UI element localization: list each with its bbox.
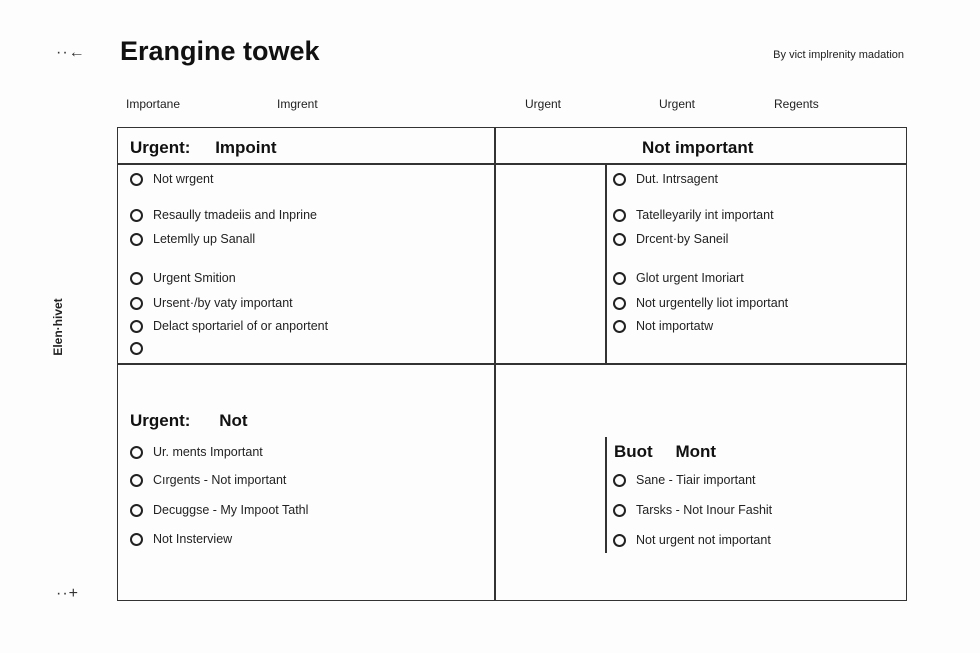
quadrant-heading-urgent-important <box>130 138 277 158</box>
radio-circle-icon[interactable] <box>130 209 143 222</box>
list-item-label: Ur. ments Important <box>153 445 263 459</box>
inner-divider-bottom <box>605 437 607 553</box>
heading-buot-label: Buot <box>614 442 653 461</box>
list-item[interactable] <box>613 271 744 285</box>
radio-circle-icon[interactable] <box>130 173 143 186</box>
list-item-empty[interactable] <box>130 342 153 355</box>
column-label-regents: Regents <box>774 97 819 111</box>
radio-circle-icon[interactable] <box>130 504 143 517</box>
list-item-label: Cırgents - Not important <box>153 473 287 487</box>
list-item[interactable] <box>613 208 774 222</box>
radio-circle-icon[interactable] <box>130 233 143 246</box>
radio-circle-icon[interactable] <box>130 474 143 487</box>
list-item-label: Not urgentelly liot important <box>636 296 789 310</box>
heading-mont-label: Mont <box>675 442 717 461</box>
list-item[interactable] <box>130 319 328 333</box>
back-arrow-icon[interactable]: ··← <box>56 44 86 61</box>
list-item-label: Not Insterview <box>153 532 233 546</box>
side-axis-label: Elen·hivet <box>51 298 65 356</box>
list-item-label: Glot urgent Imoriart <box>636 271 744 285</box>
list-item[interactable] <box>613 296 788 310</box>
quadrant-heading-buot-mont <box>614 442 716 462</box>
column-label-urgent-2: Urgent <box>659 97 696 111</box>
list-item-label: Decuggse - My Impoot Tathl <box>153 503 309 517</box>
add-icon[interactable]: ··+ <box>56 585 79 602</box>
radio-circle-icon[interactable] <box>613 233 626 246</box>
radio-circle-icon[interactable] <box>130 320 143 333</box>
radio-circle-icon[interactable] <box>613 297 626 310</box>
column-label-urgent-1: Urgent <box>525 97 562 111</box>
heading-impoint-label: Impoint <box>215 138 277 157</box>
quadrant-heading-urgent-not <box>130 411 248 431</box>
radio-circle-icon[interactable] <box>130 533 143 546</box>
list-item[interactable] <box>130 503 308 517</box>
list-item[interactable] <box>130 445 263 459</box>
radio-circle-icon[interactable] <box>130 446 143 459</box>
radio-circle-icon[interactable] <box>613 504 626 517</box>
list-item[interactable] <box>130 473 286 487</box>
list-item[interactable] <box>130 296 293 310</box>
list-item-label: Not wrgent <box>153 172 214 186</box>
list-item-label: Letemlly up Sanall <box>153 232 256 246</box>
heading-urgent-label: Urgent: <box>130 411 191 430</box>
priority-matrix <box>117 127 907 601</box>
radio-circle-icon[interactable] <box>613 320 626 333</box>
heading-urgent-label: Urgent: <box>130 138 191 157</box>
list-item[interactable] <box>613 533 771 547</box>
list-item-label: Tarsks - Not Inour Fashit <box>636 503 773 517</box>
list-item-label: Drcent·by Saneil <box>636 232 729 246</box>
list-item-label: Delact sportariel of or anportent <box>153 319 329 333</box>
list-item[interactable] <box>613 232 728 246</box>
list-item[interactable] <box>613 503 772 517</box>
list-item[interactable] <box>613 473 756 487</box>
inner-divider-top <box>605 164 607 363</box>
list-item[interactable] <box>613 172 718 186</box>
list-item-label: Sane - Tiair important <box>636 473 756 487</box>
list-item[interactable] <box>130 172 213 186</box>
radio-circle-icon[interactable] <box>613 272 626 285</box>
list-item-label: Urgent Smition <box>153 271 236 285</box>
list-item[interactable] <box>130 532 232 546</box>
list-item[interactable] <box>130 208 317 222</box>
list-item[interactable] <box>130 271 236 285</box>
column-label-importance: Importane <box>126 97 181 111</box>
list-item[interactable] <box>613 319 713 333</box>
header-divider <box>118 163 906 165</box>
list-item-label: Resaully tmadeiis and Inprine <box>153 208 317 222</box>
list-item-label: Tatelleyarily int important <box>636 208 774 222</box>
radio-circle-icon[interactable] <box>130 297 143 310</box>
radio-circle-icon[interactable] <box>130 342 143 355</box>
heading-not-label: Not <box>219 411 248 430</box>
radio-circle-icon[interactable] <box>130 272 143 285</box>
quadrant-heading-not-important: Not important <box>642 138 754 157</box>
page-title: Erangine towek <box>120 36 320 66</box>
radio-circle-icon[interactable] <box>613 173 626 186</box>
byline: By vict implrenity madation <box>773 49 904 61</box>
radio-circle-icon[interactable] <box>613 534 626 547</box>
list-item-label: Not importatw <box>636 319 714 333</box>
list-item-label: Dut. Intrsagent <box>636 172 718 186</box>
radio-circle-icon[interactable] <box>613 209 626 222</box>
list-item[interactable] <box>130 232 255 246</box>
horizontal-divider <box>118 363 906 365</box>
radio-circle-icon[interactable] <box>613 474 626 487</box>
list-item-label: Not urgent not important <box>636 533 771 547</box>
list-item-label: Ursent·/by vaty important <box>153 296 293 310</box>
column-label-imgrent: Imgrent <box>277 97 318 111</box>
